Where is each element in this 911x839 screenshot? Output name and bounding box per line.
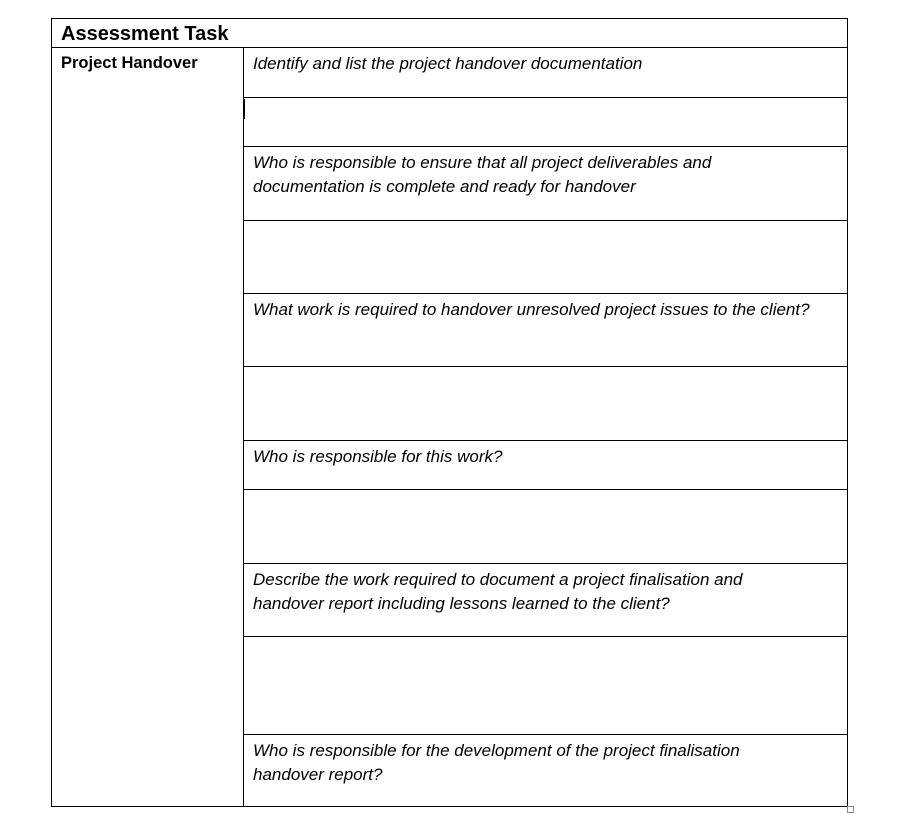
answer-cell-2[interactable]	[244, 221, 847, 294]
section-label-cell	[52, 48, 244, 806]
question-row-5	[244, 564, 847, 637]
question-row-2	[244, 147, 847, 221]
answer-cell-4[interactable]	[244, 490, 847, 564]
question-text: Identify and list the project handover documentation	[253, 54, 643, 73]
answer-cell-5[interactable]	[244, 637, 847, 735]
question-text: Describe the work required to document a project finalisation and handover report including lessons learned to the client?	[253, 570, 743, 613]
question-row-4	[244, 441, 847, 490]
question-text: Who is responsible for this work?	[253, 447, 503, 466]
table-title-row	[52, 19, 847, 48]
table-title: Assessment Task	[61, 23, 229, 45]
answer-cell-3[interactable]	[244, 367, 847, 441]
question-text: Who is responsible for the development of the project finalisation handover report?	[253, 741, 740, 784]
question-answer-column	[244, 48, 847, 806]
question-row-6	[244, 735, 847, 806]
section-label: Project Handover	[61, 54, 198, 72]
assessment-table	[51, 18, 848, 807]
question-row-3	[244, 294, 847, 367]
question-row-1	[244, 48, 847, 98]
question-text: What work is required to handover unresolved project issues to the client?	[253, 300, 810, 319]
text-cursor	[244, 99, 245, 119]
answer-cell-1[interactable]	[244, 98, 847, 147]
question-text: Who is responsible to ensure that all project deliverables and documentation is complete and ready for handover	[253, 153, 712, 196]
table-resize-handle[interactable]	[847, 806, 854, 813]
